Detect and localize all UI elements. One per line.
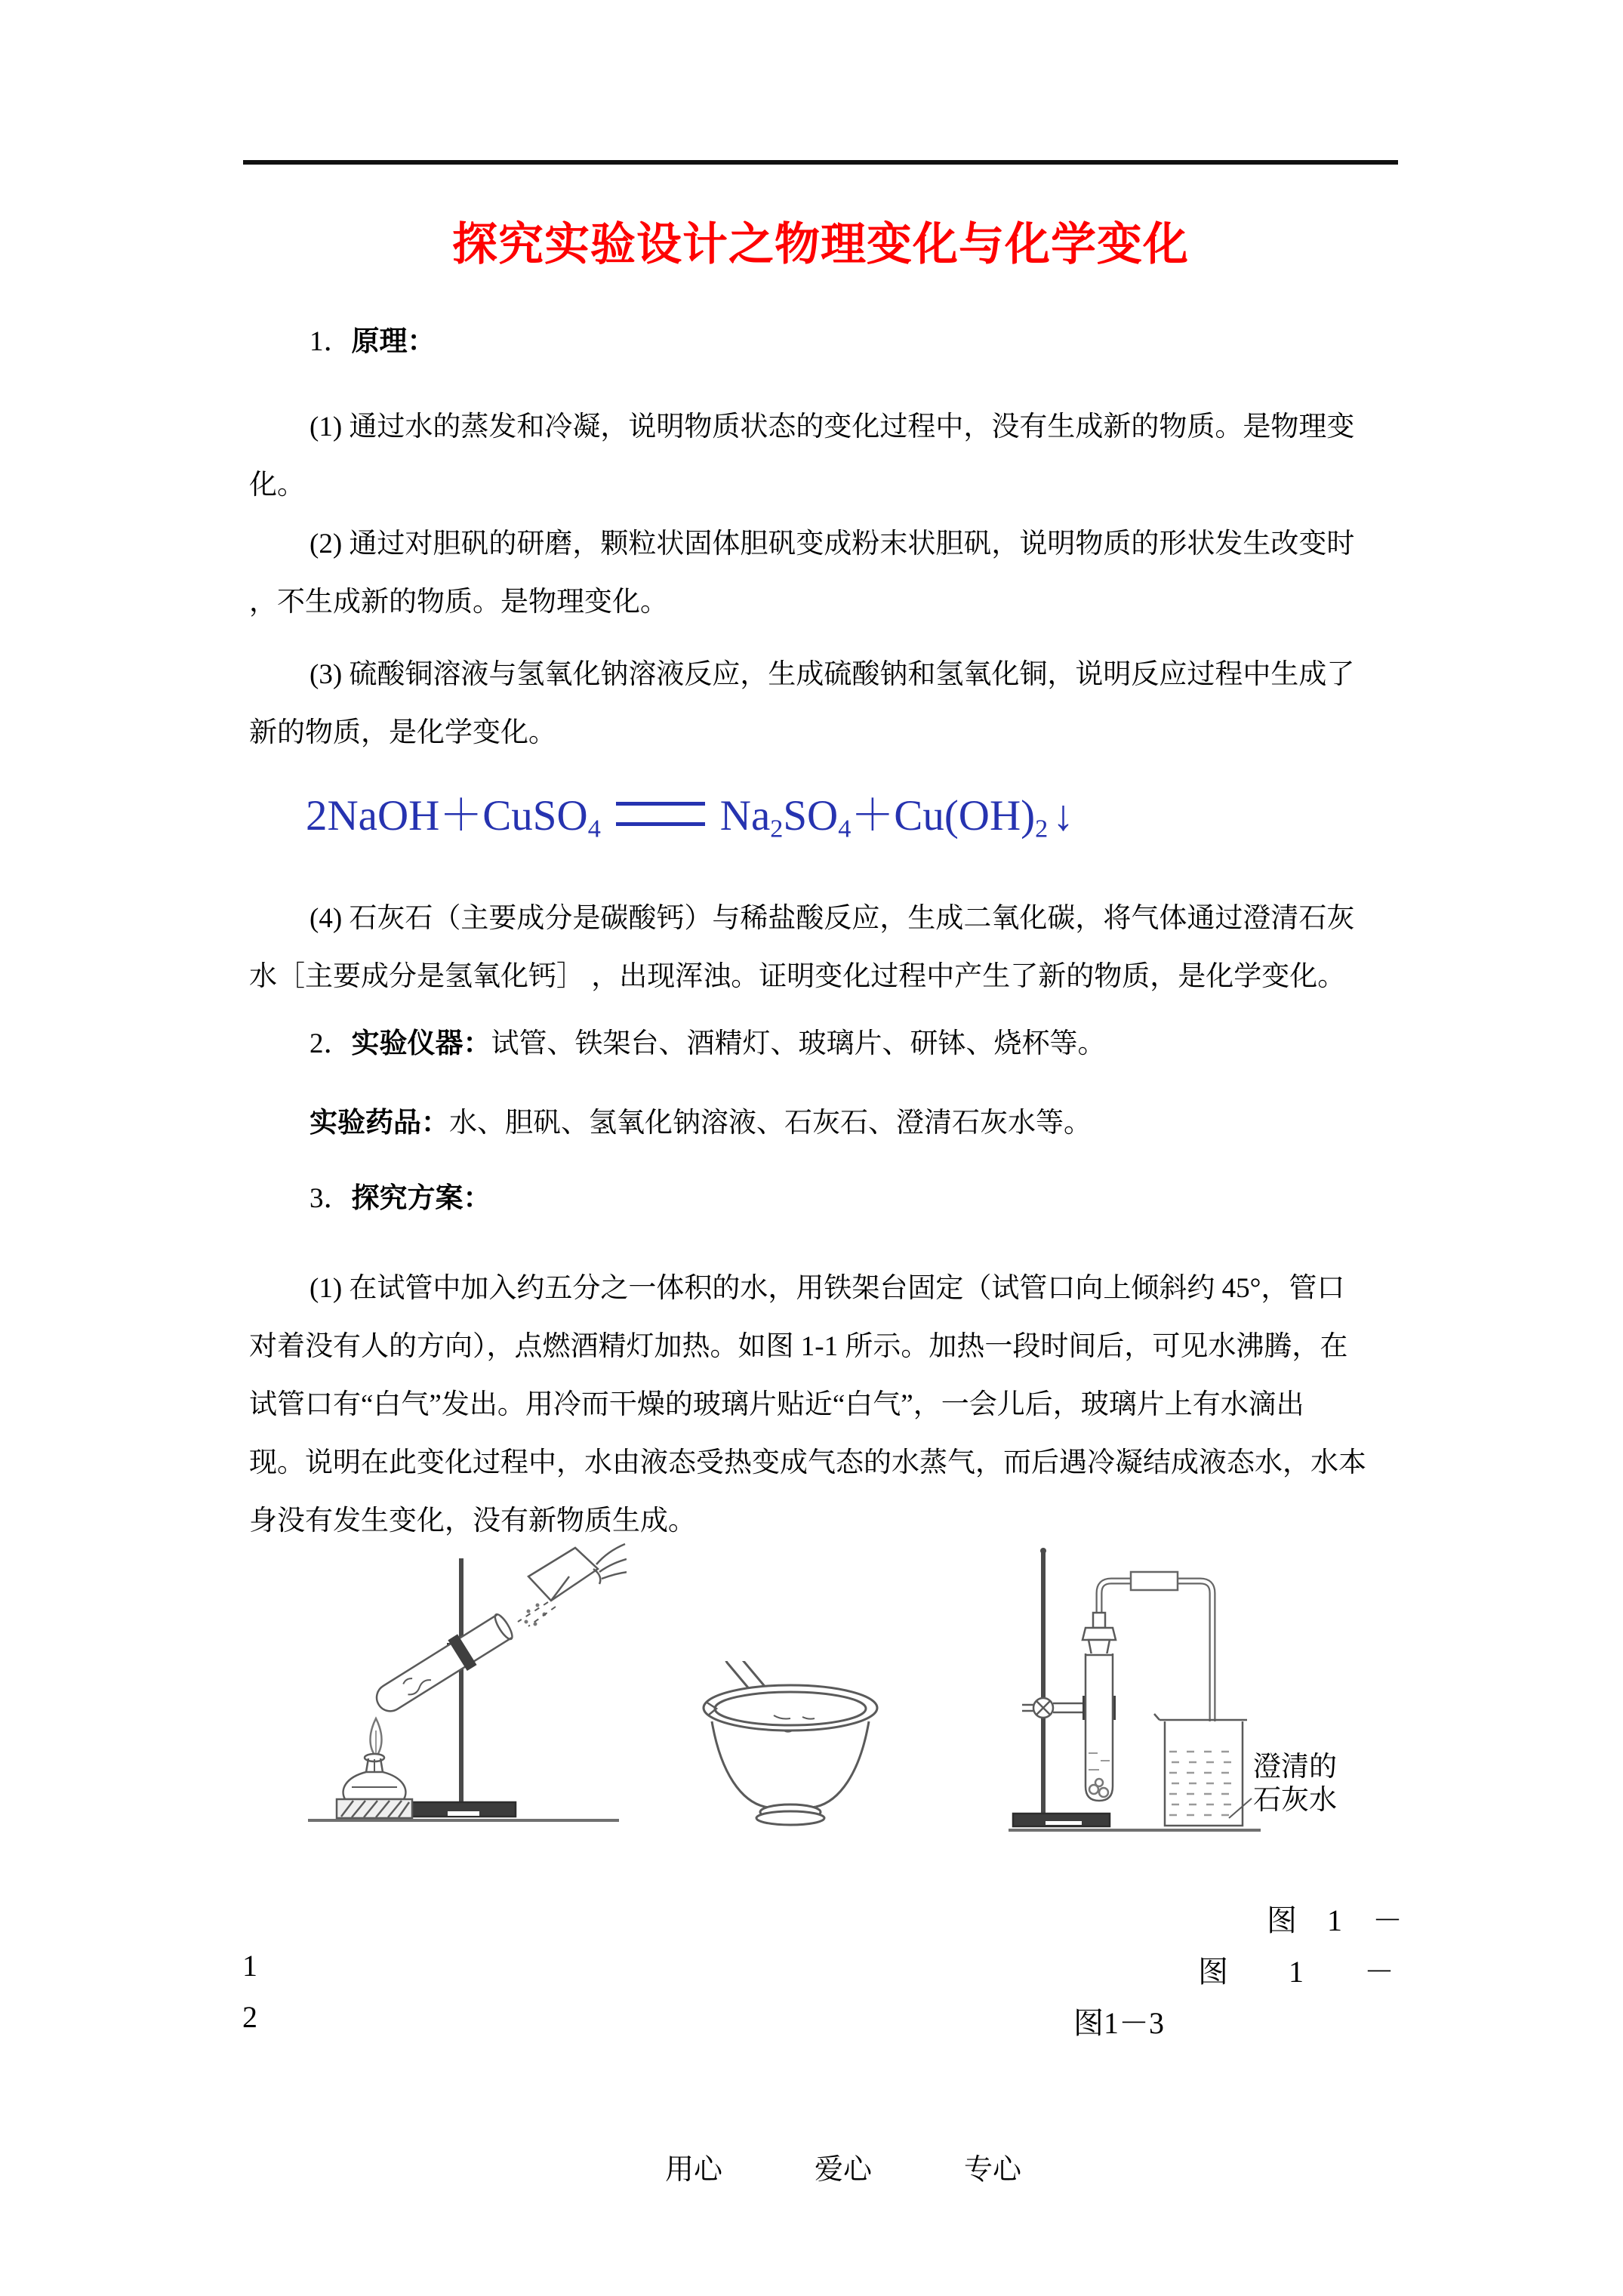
paragraph-4-line-1: (4) 石灰石（主要成分是碳酸钙）与稀盐酸反应，生成二氧化碳，将气体通过澄清石灰 xyxy=(310,903,1355,934)
footer-item-2: 爱心 xyxy=(815,2154,873,2186)
figure-1-3-gas-into-limewater xyxy=(1004,1533,1359,1857)
paragraph-2 xyxy=(249,515,1404,631)
equation-rhs2-subscript: 4 xyxy=(838,815,852,843)
alcohol-lamp xyxy=(343,1754,406,1799)
reagents-heading xyxy=(249,1105,1404,1142)
paragraph-4-line-2: 水［主要成分是氢氧化钙］ ，出现浑浊。证明变化过程中产生了新的物质，是化学变化。 xyxy=(249,961,1346,992)
section-1-label: 原理： xyxy=(351,326,436,357)
paragraph-2-line-1: (2) 通过对胆矾的研磨，颗粒状固体胆矾变成粉末状胆矾，说明物质的形状发生改变时 xyxy=(310,529,1355,559)
limewater-label-line2: 石灰水 xyxy=(1253,1785,1337,1816)
section-1-number: 1． xyxy=(310,326,352,357)
hand-pouring-paper xyxy=(518,1544,627,1626)
footer-item-1: 用心 xyxy=(665,2154,723,2186)
paragraph-1-line-1: (1) 通过水的蒸发和冷凝，说明物质状态的变化过程中，没有生成新的物质。是物理变 xyxy=(310,411,1355,442)
rubber-stopper xyxy=(1083,1613,1116,1655)
top-rule xyxy=(243,160,1398,165)
chemical-equation xyxy=(306,787,1074,859)
beaker xyxy=(1154,1714,1247,1826)
figure-1-2-mortar-pestle xyxy=(698,1661,891,1827)
section-2-heading xyxy=(249,1025,1404,1063)
section-3-label: 探究方案： xyxy=(351,1183,491,1214)
paragraph-3-line-1: (3) 硫酸铜溶液与氢氧化钠溶液反应，生成硫酸钠和氢氧化铜，说明反应过程中生成了 xyxy=(310,659,1355,690)
section-2-label: 实验仪器： xyxy=(351,1028,491,1059)
equation-rhs1: Na xyxy=(719,792,771,840)
paragraph-1-line-2: 化。 xyxy=(249,470,305,501)
equation-rhs3: ＋Cu(OH) xyxy=(851,792,1036,840)
paragraph-5-line-3: 试管口有“白气”发出。用冷而干燥的玻璃片贴近“白气”，一会儿后，玻璃片上有水滴出 xyxy=(249,1389,1304,1420)
paragraph-4 xyxy=(249,889,1404,1006)
section-2-number: 2． xyxy=(310,1028,352,1059)
equation-lhs: 2NaOH＋CuSO xyxy=(306,792,588,840)
figure-caption-3: 图1－3 xyxy=(1073,2006,1164,2040)
section-2-text: 试管、铁架台、酒精灯、玻璃片、研钵、烧杯等。 xyxy=(491,1028,1106,1059)
test-tube xyxy=(1086,1653,1113,1801)
paragraph-5-line-5: 身没有发生变化，没有新物质生成。 xyxy=(249,1505,696,1536)
paragraph-2-line-2: ，不生成新的物质。是物理变化。 xyxy=(249,587,668,618)
figure-caption-2-wrap-digit: 2 xyxy=(242,2000,257,2034)
figure-caption-1-wrap-digit: 1 xyxy=(242,1949,257,1983)
limewater-label xyxy=(1229,1752,1337,1818)
page-footer xyxy=(665,2146,1021,2187)
paragraph-3-line-2: 新的物质，是化学变化。 xyxy=(249,717,556,748)
precipitate-arrow: ↓ xyxy=(1052,792,1074,840)
equation-rhs3-subscript: 2 xyxy=(1035,815,1049,843)
paragraph-1 xyxy=(249,398,1404,514)
equation-rhs1-subscript: 2 xyxy=(770,815,784,843)
lamp-stand-block xyxy=(337,1799,412,1818)
paragraph-5-line-4: 现。说明在此变化过程中，水由液态受热变成气态的水蒸气，而后遇冷凝结成液态水，水本 xyxy=(249,1447,1366,1478)
limewater-label-line1: 澄清的 xyxy=(1253,1752,1337,1783)
figure-caption-1: 图 1 － xyxy=(1267,1903,1403,1937)
section-3-number: 3． xyxy=(310,1183,352,1214)
paragraph-5 xyxy=(249,1259,1404,1550)
paragraph-3 xyxy=(249,646,1404,762)
section-1-heading xyxy=(249,323,1404,361)
reagents-text: 水、胆矾、氢氧化钠溶液、石灰石、澄清石灰水等。 xyxy=(449,1108,1092,1139)
reagents-label: 实验药品： xyxy=(310,1108,449,1139)
section-3-heading xyxy=(249,1180,1404,1218)
paragraph-5-line-2: 对着没有人的方向），点燃酒精灯加热。如图 1-1 所示。加热一段时间后，可见水沸腾，在 xyxy=(249,1331,1348,1362)
figure-caption-2: 图 1 － xyxy=(1198,1955,1394,1989)
footer-item-3: 专心 xyxy=(964,2154,1022,2186)
equation-lhs-subscript: 4 xyxy=(587,815,601,843)
test-tube xyxy=(369,1609,517,1720)
figure-1-1-heating-test-tube xyxy=(302,1533,627,1827)
equation-rhs2: SO xyxy=(783,792,839,840)
paragraph-5-line-1: (1) 在试管中加入约五分之一体积的水，用铁架台固定（试管口向上倾斜约 45°，管口 xyxy=(310,1273,1345,1304)
mortar xyxy=(704,1685,877,1825)
page-title: 探究实验设计之物理变化与化学变化 xyxy=(452,219,1189,270)
double-equals-sign xyxy=(616,802,705,826)
